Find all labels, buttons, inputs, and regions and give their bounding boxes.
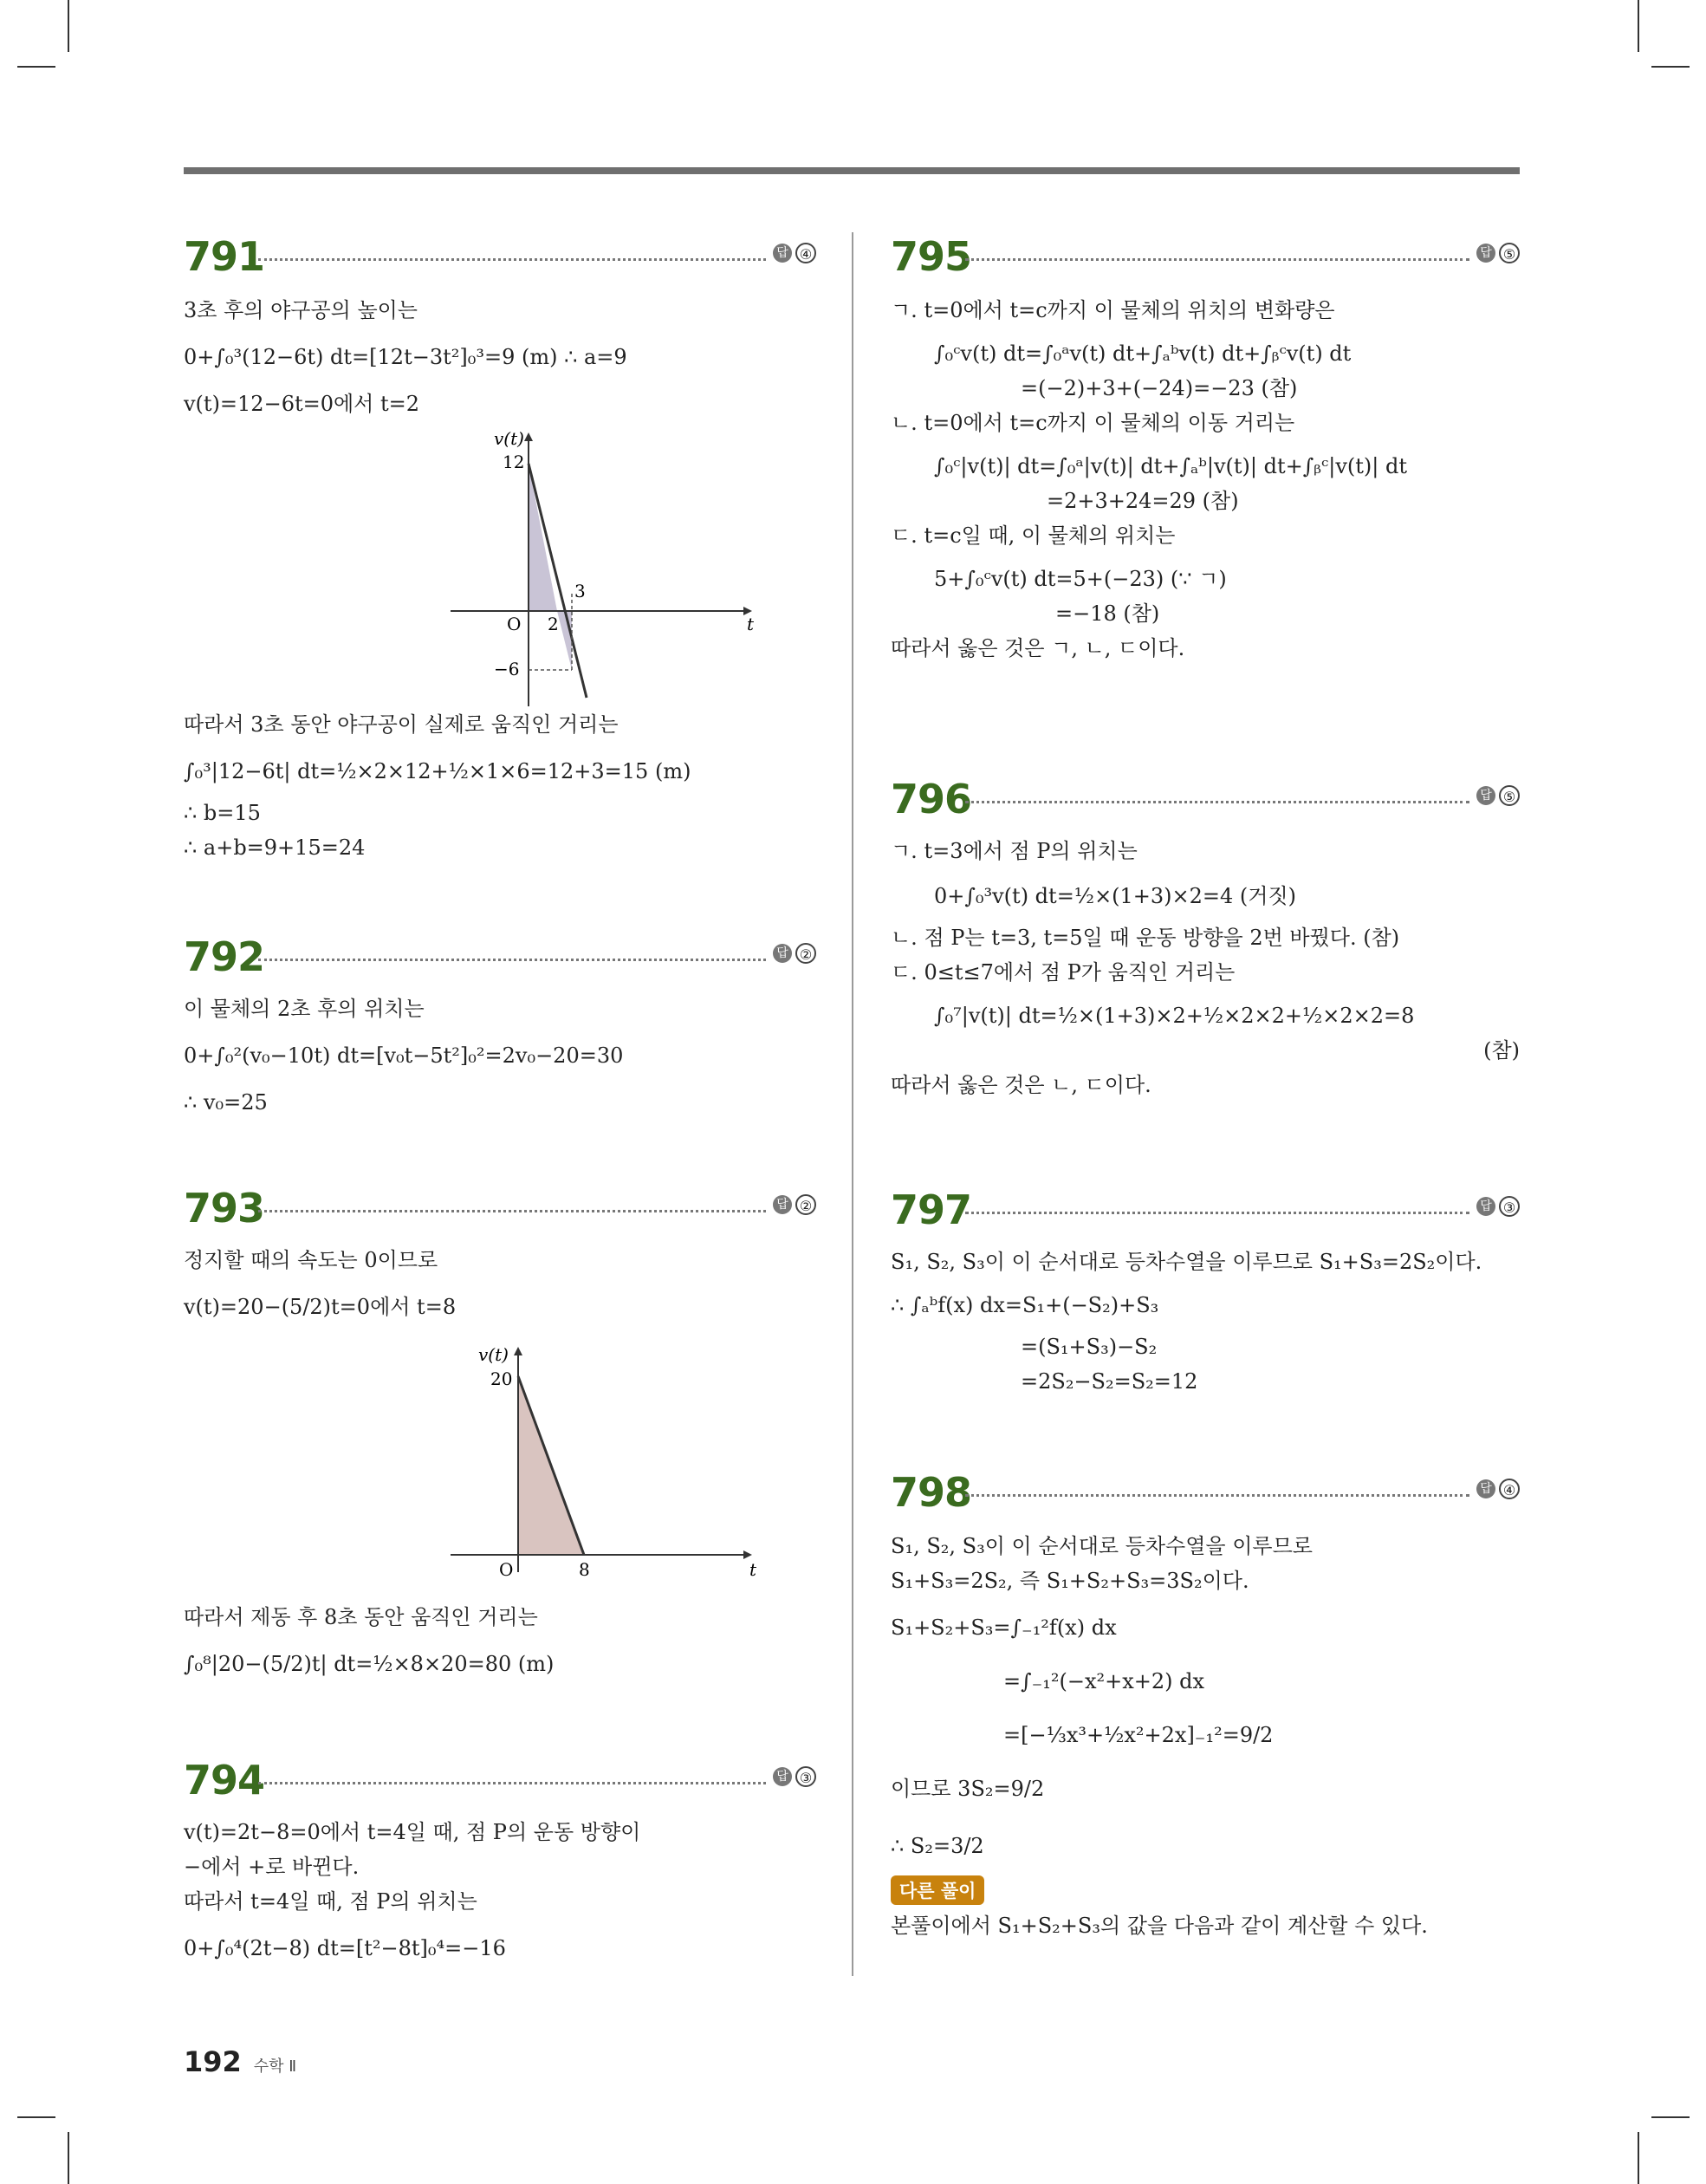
x-axis-label: t (749, 1559, 757, 1580)
velocity-graph-793 (416, 1342, 780, 1593)
origin-label: O (499, 1559, 514, 1580)
answer-badge (773, 943, 816, 964)
problem-number: 793 (184, 1185, 265, 1232)
solution-line: 이므로 3S₂=9/2 (891, 1777, 1045, 1801)
answer-icon: 답 (773, 944, 792, 963)
problem-number: 798 (891, 1469, 972, 1516)
page-number: 192 (184, 2045, 242, 2078)
x-axis-label: t (747, 614, 755, 634)
solution-line: 따라서 t=4일 때, 점 P의 위치는 (184, 1889, 477, 1914)
solution-line: (참) (1483, 1038, 1520, 1063)
y-axis-label: v(t) (494, 429, 524, 449)
solution-line: 3초 후의 야구공의 높이는 (184, 298, 418, 322)
solution-line: ㄴ. t=0에서 t=c까지 이 물체의 이동 거리는 (891, 411, 1295, 435)
header-rule (184, 167, 1520, 174)
solution-line: ㄷ. 0≤t≤7에서 점 P가 움직인 거리는 (891, 960, 1236, 985)
solution-line: ∴ v₀=25 (184, 1090, 268, 1115)
problem-793 (184, 1182, 816, 1324)
answer-badge (1476, 243, 1520, 263)
solution-line: ㄱ. t=0에서 t=c까지 이 물체의 위치의 변화량은 (891, 298, 1335, 322)
solution-line: =[−⅓x³+½x²+2x]₋₁²=9/2 (1003, 1723, 1274, 1747)
problem-number: 795 (891, 233, 972, 280)
answer-badge (773, 243, 816, 263)
solution-line: 따라서 옳은 것은 ㄴ, ㄷ이다. (891, 1073, 1151, 1097)
answer-icon: 답 (773, 244, 792, 263)
problem-796 (891, 773, 1520, 1102)
subject-label: 수학 Ⅱ (253, 2057, 297, 2076)
answer-icon: 답 (1476, 786, 1495, 805)
solution-line: S₁, S₂, S₃이 이 순서대로 등차수열을 이루므로 S₁+S₃=2S₂이다. (891, 1250, 1482, 1274)
problem-number: 797 (891, 1186, 972, 1233)
answer-value: ⑤ (1499, 243, 1520, 263)
solution-line: ∴ b=15 (184, 801, 261, 825)
solution-line: ㄴ. 점 P는 t=3, t=5일 때 운동 방향을 2번 바꿨다. (참) (891, 926, 1400, 950)
x-tick-label: 3 (574, 581, 586, 601)
crop-mark (17, 2116, 55, 2118)
problem-header (184, 931, 816, 983)
leader-dots (965, 801, 1469, 803)
solution-line: ∫₀ᶜ|v(t)| dt=∫₀ᵃ|v(t)| dt+∫ₐᵇ|v(t)| dt+∫ᵦᶜ|v(t)| dt (934, 454, 1407, 478)
solution-line: 정지할 때의 속도는 0이므로 (184, 1248, 438, 1272)
y-tick-label: 12 (503, 452, 525, 472)
answer-value: ② (795, 1194, 816, 1215)
solution-line: v(t)=20−(5/2)t=0에서 t=8 (184, 1295, 457, 1319)
problem-header (184, 231, 816, 283)
solution-line: ∫₀³|12−6t| dt=½×2×12+½×1×6=12+3=15 (m) (184, 759, 691, 783)
problem-797 (891, 1184, 1520, 1399)
leader-dots (258, 959, 766, 961)
solution-line: 따라서 옳은 것은 ㄱ, ㄴ, ㄷ이다. (891, 636, 1185, 660)
solution-line: v(t)=12−6t=0에서 t=2 (184, 392, 420, 416)
problem-794 (184, 1754, 816, 1966)
solution-line: 따라서 제동 후 8초 동안 움직인 거리는 (184, 1605, 538, 1629)
solution-line: =2+3+24=29 (참) (1047, 489, 1239, 513)
answer-badge (1476, 1196, 1520, 1217)
y-axis-arrow (514, 1347, 522, 1355)
answer-icon: 답 (1476, 1197, 1495, 1216)
answer-value: ③ (795, 1766, 816, 1787)
answer-icon: 답 (1476, 1479, 1495, 1498)
leader-dots (258, 1782, 766, 1784)
answer-badge (773, 1194, 816, 1215)
solution-line: ∴ ∫ₐᵇf(x) dx=S₁+(−S₂)+S₃ (891, 1293, 1159, 1317)
answer-icon: 답 (773, 1195, 792, 1214)
x-axis-arrow (743, 1550, 752, 1559)
solution-line: ㄱ. t=3에서 점 P의 위치는 (891, 839, 1138, 863)
problem-header (891, 231, 1520, 283)
crop-mark (1651, 2116, 1690, 2118)
problem-793-continued (184, 1600, 816, 1681)
solution-line: ㄷ. t=c일 때, 이 물체의 위치는 (891, 523, 1176, 548)
leader-dots (965, 258, 1469, 261)
solution-line: =∫₋₁²(−x²+x+2) dx (1003, 1669, 1205, 1693)
problem-792 (184, 931, 816, 1120)
problem-number: 796 (891, 776, 972, 822)
answer-value: ③ (1499, 1196, 1520, 1217)
y-tick-label: 20 (490, 1368, 513, 1389)
y-axis-arrow (524, 432, 533, 441)
origin-label: O (507, 614, 522, 634)
answer-icon: 답 (773, 1767, 792, 1786)
problem-header (184, 1182, 816, 1234)
problem-header (184, 1754, 816, 1806)
solution-line: S₁, S₂, S₃이 이 순서대로 등차수열을 이루므로 (891, 1534, 1313, 1558)
crop-mark (1651, 66, 1690, 68)
solution-line: 0+∫₀²(v₀−10t) dt=[v₀t−5t²]₀²=2v₀−20=30 (184, 1043, 624, 1068)
x-tick-label: 2 (548, 614, 559, 634)
solution-line: v(t)=2t−8=0에서 t=4일 때, 점 P의 운동 방향이 (184, 1820, 641, 1844)
problem-header (891, 1466, 1520, 1518)
solution-line: S₁+S₃=2S₂, 즉 S₁+S₂+S₃=3S₂이다. (891, 1569, 1249, 1593)
solution-line: =2S₂−S₂=S₂=12 (1021, 1369, 1198, 1394)
alt-solution-badge: 다른 풀이 (891, 1875, 984, 1905)
solution-line: ∴ a+b=9+15=24 (184, 835, 366, 860)
solution-line: =(−2)+3+(−24)=−23 (참) (1021, 376, 1298, 400)
solution-line: 0+∫₀⁴(2t−8) dt=[t²−8t]₀⁴=−16 (184, 1936, 506, 1960)
solution-line: ∴ S₂=3/2 (891, 1834, 984, 1858)
problem-header (891, 773, 1520, 825)
crop-mark (1638, 2132, 1639, 2184)
solution-line: 따라서 3초 동안 야구공이 실제로 움직인 거리는 (184, 712, 619, 737)
solution-line: 5+∫₀ᶜv(t) dt=5+(−23) (∵ ㄱ) (934, 567, 1227, 591)
x-tick-label: 8 (579, 1559, 590, 1580)
solution-line: ∫₀⁷|v(t)| dt=½×(1+3)×2+½×2×2+½×2×2=8 (934, 1004, 1415, 1028)
leader-dots (258, 1210, 766, 1212)
y-tick-label: −6 (494, 659, 520, 679)
solution-line: S₁+S₂+S₃=∫₋₁²f(x) dx (891, 1615, 1117, 1640)
problem-798 (891, 1466, 1520, 1943)
crop-mark (1638, 0, 1639, 52)
answer-badge (1476, 785, 1520, 806)
crop-mark (68, 0, 69, 52)
solution-line: =−18 (참) (1055, 601, 1160, 626)
answer-value: ④ (795, 243, 816, 263)
solution-line: ∫₀⁸|20−(5/2)t| dt=½×8×20=80 (m) (184, 1652, 555, 1676)
crop-mark (68, 2132, 69, 2184)
solution-line: −에서 +로 바뀐다. (184, 1855, 360, 1879)
problem-791-continued (184, 707, 816, 865)
problem-number: 794 (184, 1757, 265, 1804)
crop-mark (17, 66, 55, 68)
velocity-graph-791 (416, 429, 780, 711)
answer-badge (773, 1766, 816, 1787)
solution-line: 이 물체의 2초 후의 위치는 (184, 997, 425, 1021)
answer-badge (1476, 1479, 1520, 1499)
problem-number: 792 (184, 933, 265, 980)
problem-791 (184, 231, 816, 421)
page-footer (184, 2045, 296, 2078)
problem-header (891, 1184, 1520, 1236)
solution-line: =(S₁+S₃)−S₂ (1021, 1335, 1158, 1359)
answer-icon: 답 (1476, 244, 1495, 263)
solution-line: 0+∫₀³v(t) dt=½×(1+3)×2=4 (거짓) (934, 884, 1297, 908)
solution-line: 본풀이에서 S₁+S₂+S₃의 값을 다음과 같이 계산할 수 있다. (891, 1914, 1428, 1938)
problem-number: 791 (184, 233, 265, 280)
y-axis-label: v(t) (478, 1344, 509, 1365)
answer-value: ⑤ (1499, 785, 1520, 806)
solution-line: ∫₀ᶜv(t) dt=∫₀ᵃv(t) dt+∫ₐᵇv(t) dt+∫ᵦᶜv(t) dt (934, 341, 1352, 366)
column-divider (852, 232, 853, 1976)
answer-value: ④ (1499, 1479, 1520, 1499)
problem-795 (891, 231, 1520, 666)
area-negative (557, 611, 572, 670)
leader-dots (965, 1212, 1469, 1214)
leader-dots (965, 1494, 1469, 1497)
solution-line: 0+∫₀³(12−6t) dt=[12t−3t²]₀³=9 (m) ∴ a=9 (184, 345, 627, 369)
leader-dots (258, 258, 766, 261)
answer-value: ② (795, 943, 816, 964)
